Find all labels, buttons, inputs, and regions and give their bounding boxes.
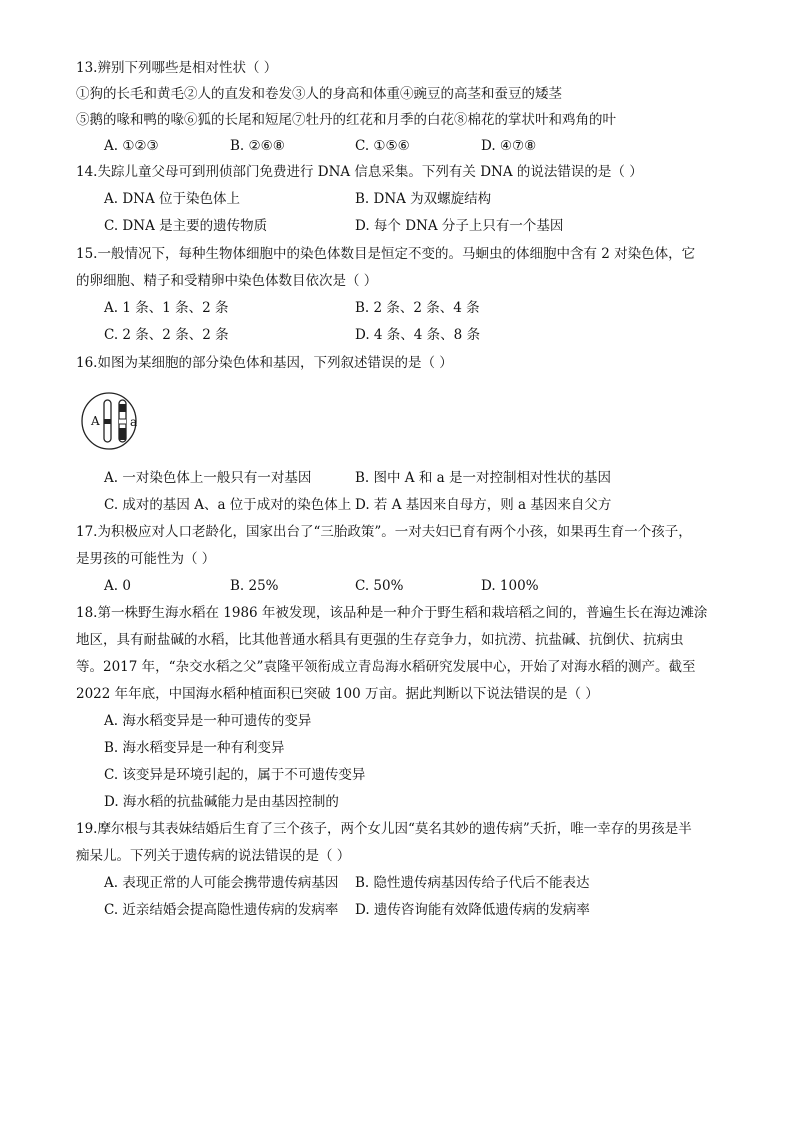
q19-option-d: D. 遗传咨询能有效降低遗传病的发病率 [355, 902, 590, 918]
q16-option-a: A. 一对染色体上一般只有一对基因 [104, 470, 312, 486]
q18-stem-line1: 18.第一株野生海水稻在 1986 年被发现，该品种是一种介于野生稻和栽培稻之间的，普遍生长在海边滩涂 [76, 605, 708, 621]
q19-option-b: B. 隐性遗传病基因传给子代后不能表达 [355, 875, 590, 891]
q18-option-a: A. 海水稻变异是一种可遗传的变异 [104, 713, 312, 729]
chromosome-diagram [80, 390, 160, 452]
q13-stem: 13.辨别下列哪些是相对性状（ ） [76, 60, 278, 76]
q15-option-d: D. 4 条、4 条、8 条 [355, 327, 481, 343]
q16-option-c: C. 成对的基因 A、a 位于成对的染色体上 [104, 497, 352, 513]
q15-stem-line2: 的卵细胞、精子和受精卵中染色体数目依次是（ ） [76, 273, 378, 289]
gene-label-a-dominant: A [91, 414, 100, 428]
q19-stem-line1: 19.摩尔根与其表妹结婚后生育了三个孩子，两个女儿因“莫名其妙的遗传病”夭折，唯一幸存的男孩是半 [76, 821, 692, 837]
q13-items-line2: ⑤鹅的喙和鸭的喙⑥狐的长尾和短尾⑦牡丹的红花和月季的白花⑧棉花的掌状叶和鸡角的叶 [76, 112, 616, 128]
q16-option-d: D. 若 A 基因来自母方，则 a 基因来自父方 [355, 497, 612, 513]
q14-stem: 14.失踪儿童父母可到刑侦部门免费进行 DNA 信息采集。下列有关 DNA 的说法错误的是（ ） [76, 164, 643, 180]
q16-option-b: B. 图中 A 和 a 是一对控制相对性状的基因 [355, 470, 611, 486]
q13-option-d: D. ④⑦⑧ [481, 138, 537, 154]
q18-stem-line4: 2022 年年底，中国海水稻种植面积已突破 100 万亩。据此判断以下说法错误的是（ ） [76, 686, 599, 702]
q18-stem-line2: 地区，具有耐盐碱的水稻，比其他普通水稻具有更强的生存竞争力，如抗涝、抗盐碱、抗倒伏、抗病虫 [76, 632, 684, 648]
q13-option-b: B. ②⑥⑧ [230, 138, 285, 154]
q17-stem-line2: 是男孩的可能性为（ ） [76, 551, 216, 567]
q15-option-a: A. 1 条、1 条、2 条 [104, 300, 229, 316]
q18-option-b: B. 海水稻变异是一种有利变异 [104, 740, 285, 756]
q14-option-c: C. DNA 是主要的遗传物质 [104, 218, 268, 234]
q13-items-line1: ①狗的长毛和黄毛②人的直发和卷发③人的身高和体重④豌豆的高茎和蚕豆的矮茎 [76, 86, 562, 102]
q19-option-a: A. 表现正常的人可能会携带遗传病基因 [104, 875, 339, 891]
q15-option-c: C. 2 条、2 条、2 条 [104, 327, 229, 343]
q14-option-b: B. DNA 为双螺旋结构 [355, 191, 492, 207]
q17-option-d: D. 100% [481, 578, 539, 594]
q13-option-a: A. ①②③ [104, 138, 159, 154]
q17-option-a: A. 0 [104, 578, 131, 594]
q14-option-a: A. DNA 位于染色体上 [104, 191, 241, 207]
gene-label-a-recessive: a [130, 415, 138, 429]
q15-stem-line1: 15.一般情况下，每种生物体细胞中的染色体数目是恒定不变的。马蛔虫的体细胞中含有 2 对染色体，它 [76, 246, 696, 262]
chromosome-figure [80, 390, 160, 452]
q17-option-b: B. 25% [230, 578, 279, 594]
q15-option-b: B. 2 条、2 条、4 条 [355, 300, 480, 316]
q16-stem: 16.如图为某细胞的部分染色体和基因，下列叙述错误的是（ ） [76, 355, 453, 371]
q17-option-c: C. 50% [355, 578, 404, 594]
q17-stem-line1: 17.为积极应对人口老龄化，国家出台了“三胎政策”。一对夫妇已育有两个小孩，如果再生育一个孩子， [76, 524, 692, 540]
q19-option-c: C. 近亲结婚会提高隐性遗传病的发病率 [104, 902, 339, 918]
q18-option-c: C. 该变异是环境引起的，属于不可遗传变异 [104, 767, 366, 783]
q18-option-d: D. 海水稻的抗盐碱能力是由基因控制的 [104, 794, 339, 810]
q19-stem-line2: 痴呆儿。下列关于遗传病的说法错误的是（ ） [76, 848, 351, 864]
q14-option-d: D. 每个 DNA 分子上只有一个基因 [355, 218, 564, 234]
q18-stem-line3: 等。2017 年，“杂交水稻之父”袁隆平领衔成立青岛海水稻研究发展中心，开始了对海水稻的测产。截至 [76, 659, 696, 675]
q13-option-c: C. ①⑤⑥ [355, 138, 410, 154]
